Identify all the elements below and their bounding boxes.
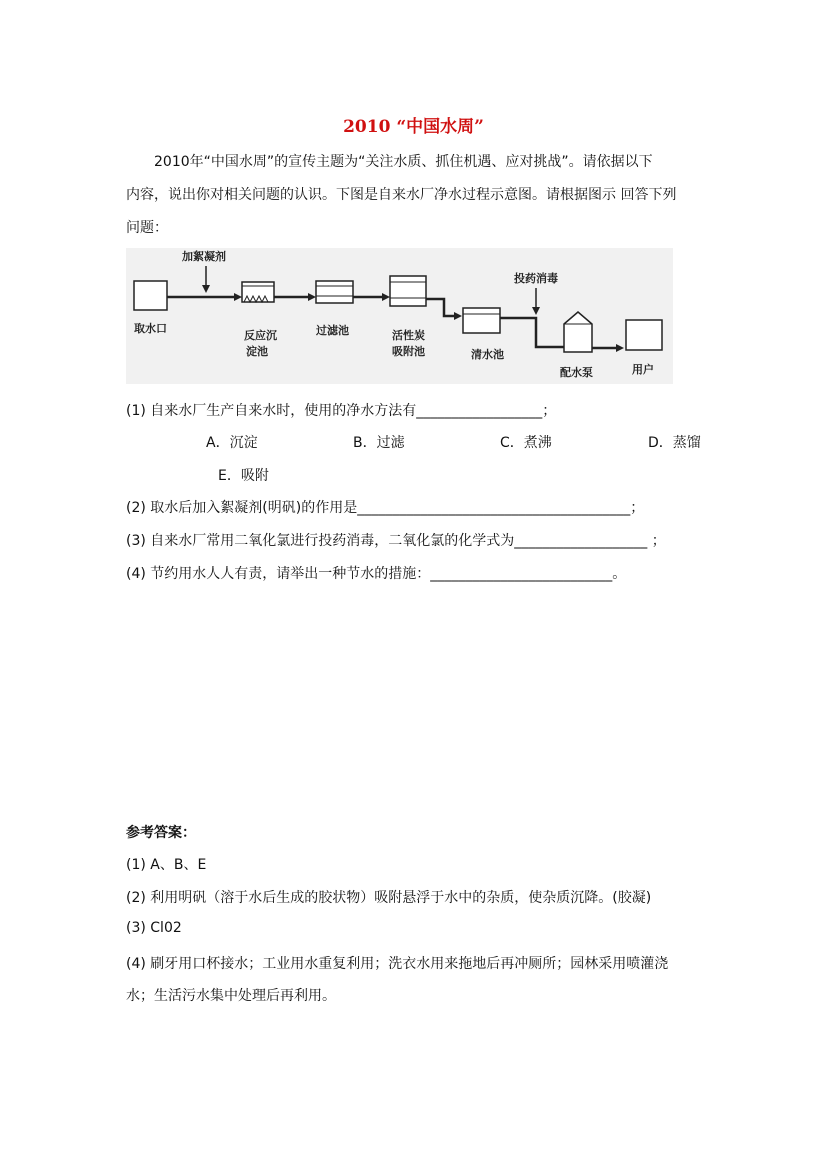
answer-1: (1) A、B、E bbox=[126, 857, 207, 873]
question-3: (3) 自来水厂常用二氧化氯进行投药消毒，二氧化氯的化学式为___________________ ； bbox=[126, 533, 666, 549]
stage-pump-label: 配水泵 bbox=[560, 366, 593, 379]
filter-tank bbox=[316, 281, 353, 303]
pipe-6-arrow bbox=[616, 344, 624, 352]
user-box bbox=[626, 320, 662, 350]
q1-option-b: B．过滤 bbox=[353, 435, 405, 451]
intro-line-2: 内容，说出你对相关问题的认识。下图是自来水厂净水过程示意图。请根据图示 回答下列 bbox=[126, 187, 677, 203]
coagulant-label: 加絮凝剂 bbox=[182, 250, 226, 263]
stage-user-label: 用户 bbox=[632, 363, 654, 376]
pump-shape bbox=[564, 312, 592, 352]
answer-4-line-2: 水；生活污水集中处理后再利用。 bbox=[126, 988, 336, 1004]
pipe-3-arrow bbox=[382, 293, 390, 301]
pipe-4 bbox=[426, 299, 456, 316]
q1-option-a: A．沉淀 bbox=[206, 435, 258, 451]
intro-line-1: 2010年“中国水周”的宣传主题为“关注水质、抓住机遇、应对挑战”。请依据以下 bbox=[154, 154, 653, 170]
intro-paragraph bbox=[126, 146, 706, 245]
stage-carbon-label-1: 活性炭 bbox=[392, 329, 425, 342]
answer-2: (2) 利用明矾（溶于水后生成的胶状物）吸附悬浮于水中的杂质，使杂质沉降。(胶凝) bbox=[126, 890, 652, 906]
q1-option-e: E．吸附 bbox=[218, 468, 269, 484]
stage-intake-label: 取水口 bbox=[134, 322, 167, 335]
pipe-5 bbox=[500, 318, 564, 347]
intro-line-3: 问题： bbox=[126, 220, 168, 236]
pipe-2-arrow bbox=[308, 293, 316, 301]
answer-3: (3) Cl02 bbox=[126, 920, 182, 936]
stage-sedimentation-label-2: 淀池 bbox=[246, 345, 268, 358]
intake-box bbox=[134, 281, 167, 310]
question-4: (4) 节约用水人人有责，请举出一种节水的措施：__________________________。 bbox=[126, 566, 627, 582]
page-title: 2010 “中国水周” bbox=[343, 117, 484, 137]
stage-filter-label: 过滤池 bbox=[316, 324, 349, 337]
stage-carbon-label-2: 吸附池 bbox=[392, 345, 425, 358]
disinfect-arrow-head bbox=[532, 307, 540, 315]
answers-heading: 参考答案： bbox=[126, 825, 196, 841]
answer-4-line-1: (4) 刷牙用口杯接水；工业用水重复利用；洗衣水用来拖地后再冲厕所；园林采用喷灌浇 bbox=[126, 956, 669, 972]
stage-clear-water-label: 清水池 bbox=[471, 348, 504, 361]
pipe-4-arrow bbox=[454, 312, 462, 320]
clear-water-tank bbox=[463, 308, 500, 333]
q1-option-c: C．煮沸 bbox=[500, 435, 552, 451]
carbon-tank bbox=[390, 276, 426, 306]
stage-sedimentation-label-1: 反应沉 bbox=[244, 329, 277, 342]
disinfect-label: 投药消毒 bbox=[514, 272, 558, 285]
diagram-svg bbox=[126, 248, 673, 384]
question-2: (2) 取水后加入絮凝剂(明矾)的作用是_______________________________________； bbox=[126, 500, 645, 516]
question-1: (1) 自来水厂生产自来水时，使用的净水方法有__________________； bbox=[126, 403, 557, 419]
q1-option-d: D．蒸馏 bbox=[648, 435, 701, 451]
water-purification-diagram bbox=[126, 248, 673, 384]
coagulant-arrow-head bbox=[202, 285, 210, 293]
pipe-1-arrow bbox=[234, 293, 242, 301]
